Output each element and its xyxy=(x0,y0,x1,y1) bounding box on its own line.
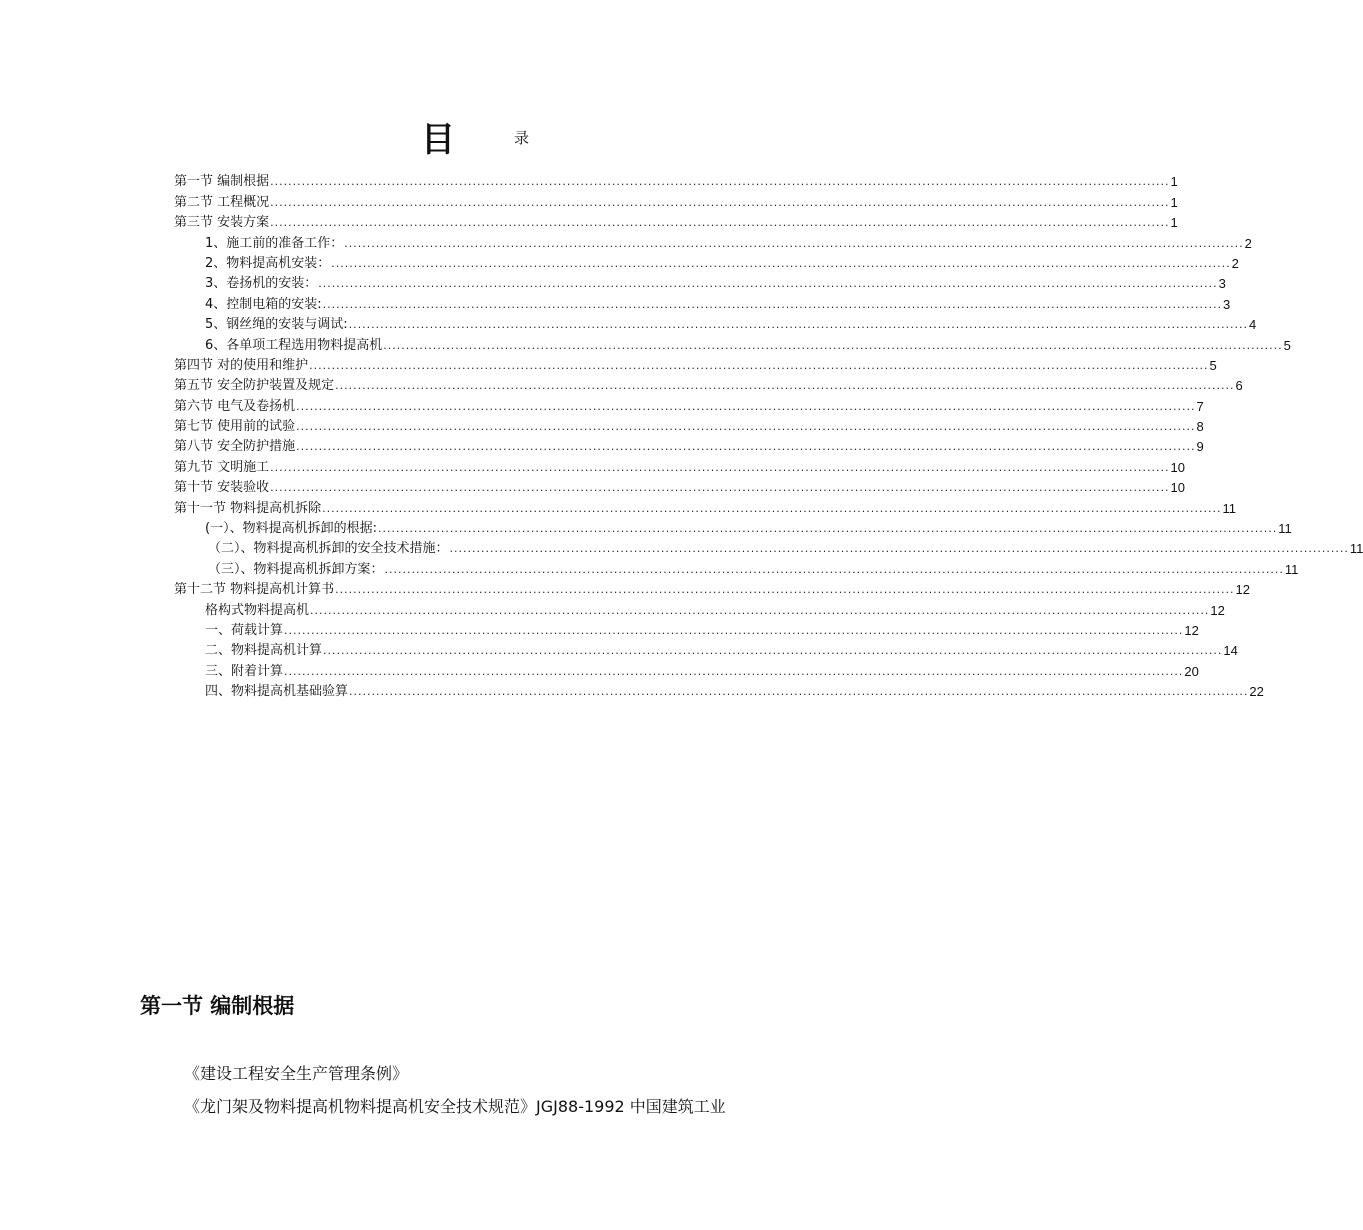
section-heading: 第一节 编制根据 xyxy=(140,994,295,1018)
toc-entry-page: 1 xyxy=(1170,194,1178,210)
toc-entry-page: 4 xyxy=(1248,317,1257,333)
toc-leader-dots: ........................................................................................................................................................................................................ xyxy=(331,256,1231,270)
toc-entry[interactable] xyxy=(174,376,1243,396)
toc-entry-page: 11 xyxy=(1278,521,1292,537)
toc-entry[interactable] xyxy=(174,559,1299,579)
toc-entry[interactable] xyxy=(174,396,1204,416)
toc-entry[interactable] xyxy=(174,437,1204,457)
toc-title xyxy=(0,112,950,161)
toc-leader-dots: ........................................................................................................................................................................................................ xyxy=(323,644,1223,658)
toc-leader-dots: ........................................................................................................................................................................................................ xyxy=(348,318,1248,332)
toc-entry[interactable] xyxy=(174,519,1292,539)
toc-leader-dots: ........................................................................................................................................................................................................ xyxy=(270,195,1170,209)
toc-entry[interactable] xyxy=(174,254,1239,274)
toc-entry-label: 第八节 安全防护措施 xyxy=(174,439,296,455)
toc-entry-label: 2、物料提高机安装： xyxy=(205,255,331,271)
toc-entry-label: 1、施工前的准备工作： xyxy=(205,235,344,251)
toc-entry[interactable] xyxy=(174,315,1257,335)
toc-leader-dots: ........................................................................................................................................................................................................ xyxy=(284,664,1184,678)
body-line-2: 《龙门架及物料提高机物料提高机安全技术规范》JGJ88-1992 中国建筑工业 xyxy=(184,1097,726,1116)
toc-entry[interactable] xyxy=(174,539,1363,559)
toc-entry-page: 22 xyxy=(1249,684,1264,700)
toc-entry-page: 20 xyxy=(1184,663,1199,679)
toc-entry[interactable] xyxy=(174,233,1252,253)
toc-title-second: 录 xyxy=(514,129,530,147)
toc-entry-page: 11 xyxy=(1222,500,1236,516)
toc-entry[interactable] xyxy=(174,621,1199,641)
toc-entry-label: (一）、物料提高机拆卸的根据: xyxy=(205,521,377,537)
toc-entry-label: 一、荷载计算 xyxy=(205,622,284,638)
toc-entry-label: 第十节 安装验收 xyxy=(174,480,270,496)
toc-entry[interactable] xyxy=(174,417,1204,437)
toc-entry-page: 11 xyxy=(1349,541,1363,557)
toc-entry-page: 2 xyxy=(1244,235,1252,251)
toc-entry[interactable] xyxy=(174,661,1199,681)
toc-entry[interactable] xyxy=(174,213,1178,233)
toc-entry[interactable] xyxy=(174,356,1217,376)
toc-entry-label: 5、钢丝绳的安装与调试: xyxy=(205,317,348,333)
toc-entry-page: 5 xyxy=(1209,357,1217,373)
toc-entry[interactable] xyxy=(174,580,1250,600)
toc-entry-label: 6、各单项工程选用物料提高机 xyxy=(205,337,383,353)
toc-leader-dots: ........................................................................................................................................................................................................ xyxy=(296,420,1196,434)
toc-entry-page: 9 xyxy=(1196,439,1204,455)
toc-entry-page: 3 xyxy=(1218,276,1226,292)
toc-entry-label: 4、控制电箱的安装: xyxy=(205,296,322,312)
toc-leader-dots: ........................................................................................................................................................................................................ xyxy=(270,175,1170,189)
toc-entry[interactable] xyxy=(174,335,1291,355)
toc-leader-dots: ........................................................................................................................................................................................................ xyxy=(344,236,1244,250)
toc-entry-page: 12 xyxy=(1235,582,1250,598)
toc-leader-dots: ........................................................................................................................................................................................................ xyxy=(335,583,1235,597)
toc-entry[interactable] xyxy=(174,274,1226,294)
toc-entry[interactable] xyxy=(174,682,1264,702)
toc-leader-dots: ........................................................................................................................................................................................................ xyxy=(322,297,1222,311)
toc-entry-label: 第十一节 物料提高机拆除 xyxy=(174,500,322,516)
toc-leader-dots: ........................................................................................................................................................................................................ xyxy=(349,685,1249,699)
toc-entry-page: 7 xyxy=(1196,398,1204,414)
toc-entry-label: 第五节 安全防护装置及规定 xyxy=(174,378,335,394)
toc-entry[interactable] xyxy=(174,457,1185,477)
toc-entry-label: （三）、物料提高机拆卸方案： xyxy=(208,561,384,577)
toc-leader-dots: ........................................................................................................................................................................................................ xyxy=(284,623,1184,637)
toc-entry-label: 3、卷扬机的安装： xyxy=(205,276,318,292)
toc-leader-dots: ........................................................................................................................................................................................................ xyxy=(449,542,1349,556)
toc-leader-dots: ........................................................................................................................................................................................................ xyxy=(309,358,1209,372)
body-line-1: 《建设工程安全生产管理条例》 xyxy=(184,1064,409,1083)
toc-entry-label: 第七节 使用前的试验 xyxy=(174,419,296,435)
toc-entry-page: 2 xyxy=(1231,255,1239,271)
toc-leader-dots: ........................................................................................................................................................................................................ xyxy=(270,481,1170,495)
toc-leader-dots: ........................................................................................................................................................................................................ xyxy=(318,277,1218,291)
toc-entry-page: 11 xyxy=(1284,561,1299,577)
toc-leader-dots: ........................................................................................................................................................................................................ xyxy=(296,399,1196,413)
toc-entry-page: 12 xyxy=(1184,622,1199,638)
toc-leader-dots: ........................................................................................................................................................................................................ xyxy=(270,460,1170,474)
toc-leader-dots: ........................................................................................................................................................................................................ xyxy=(384,562,1284,576)
toc-entry-label: 三、附着计算 xyxy=(205,663,284,679)
toc-entry-page: 5 xyxy=(1283,337,1291,353)
toc-entry-label: 二、物料提高机计算 xyxy=(205,643,323,659)
toc-entry-page: 3 xyxy=(1222,296,1231,312)
toc-leader-dots: ........................................................................................................................................................................................................ xyxy=(377,522,1278,536)
toc-leader-dots: ........................................................................................................................................................................................................ xyxy=(335,379,1235,393)
toc-entry-label: 四、物料提高机基础验算 xyxy=(205,684,349,700)
toc-entry-page: 10 xyxy=(1170,459,1185,475)
toc-entry-label: 第十二节 物料提高机计算书 xyxy=(174,582,335,598)
toc-leader-dots: ........................................................................................................................................................................................................ xyxy=(383,338,1283,352)
toc-entry-label: 第六节 电气及卷扬机 xyxy=(174,398,296,414)
toc-entry[interactable] xyxy=(174,192,1178,212)
toc-entry[interactable] xyxy=(174,600,1225,620)
toc-entry[interactable] xyxy=(174,498,1236,518)
toc-entry-label: 第二节 工程概况 xyxy=(174,194,270,210)
toc-entry-label: 第九节 文明施工 xyxy=(174,459,270,475)
toc-entry-label: （二）、物料提高机拆卸的安全技术措施： xyxy=(208,541,449,557)
toc-leader-dots: ........................................................................................................................................................................................................ xyxy=(270,216,1170,230)
toc-title-main: 目 xyxy=(420,120,457,160)
toc-entry-page: 1 xyxy=(1170,174,1178,190)
toc-entry[interactable] xyxy=(174,478,1185,498)
toc-entry-label: 第一节 编制根据 xyxy=(174,174,270,190)
toc-entry-page: 14 xyxy=(1223,643,1238,659)
toc-entry-label: 格构式物料提高机 xyxy=(205,602,310,618)
toc-entry[interactable] xyxy=(174,172,1178,192)
toc-entry-page: 12 xyxy=(1210,602,1225,618)
toc-entry[interactable] xyxy=(174,294,1231,314)
toc-leader-dots: ........................................................................................................................................................................................................ xyxy=(310,603,1210,617)
toc-leader-dots: ........................................................................................................................................................................................................ xyxy=(296,440,1196,454)
toc-entry[interactable] xyxy=(174,641,1238,661)
toc-leader-dots: ........................................................................................................................................................................................................ xyxy=(322,501,1222,515)
toc-entry-label: 第四节 对的使用和维护 xyxy=(174,357,309,373)
toc-entry-page: 1 xyxy=(1170,215,1178,231)
table-of-contents xyxy=(174,172,1363,702)
toc-entry-label: 第三节 安装方案 xyxy=(174,215,270,231)
toc-entry-page: 6 xyxy=(1235,378,1243,394)
toc-entry-page: 10 xyxy=(1170,480,1185,496)
toc-entry-page: 8 xyxy=(1196,419,1204,435)
